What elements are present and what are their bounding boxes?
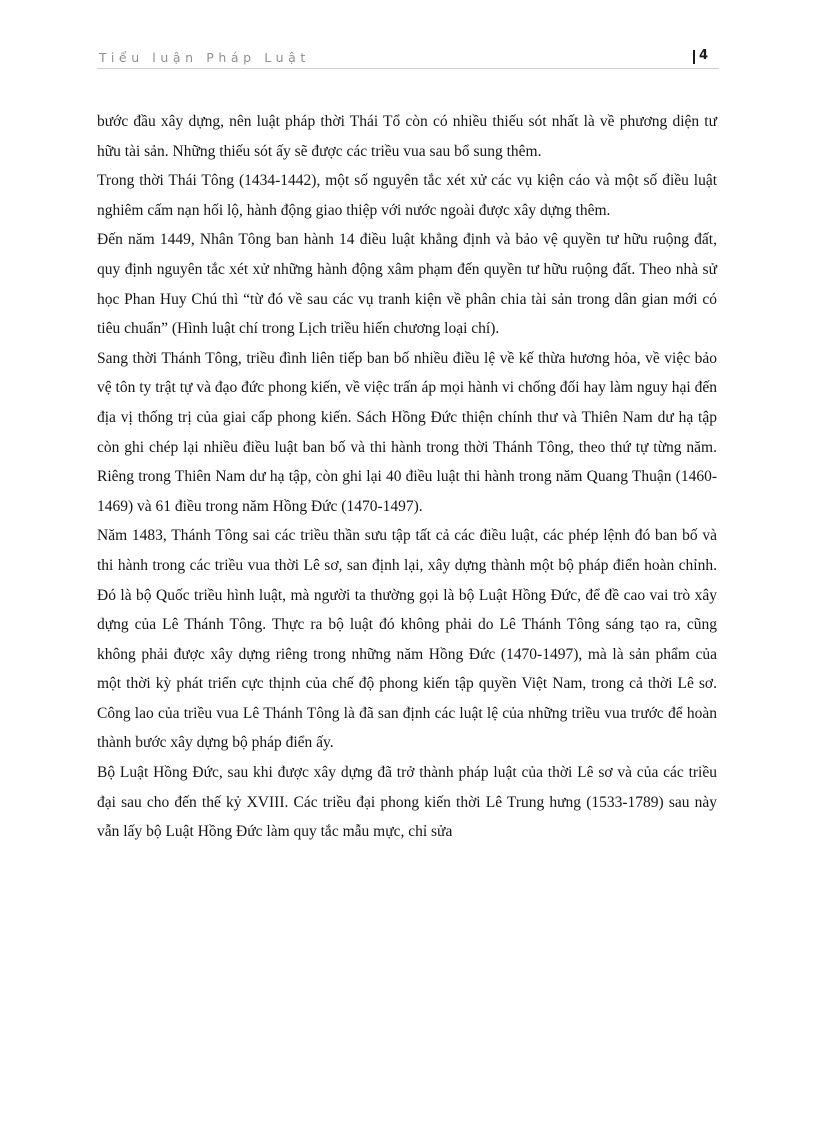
body-text: [97, 107, 717, 847]
paragraph-3: Đến năm 1449, Nhân Tông ban hành 14 điều luật khẳng định và bảo vệ quyền tư hữu ruộng đất, quy định nguyên tắc xét xử những hành động xâm phạm đến quyền tư hữu ruộng đất. Theo nhà sử học Phan Huy Chú thì “từ đó về sau các vụ tranh kiện về phân chia tài sản trong dân gian mới có tiêu chuẩn” (Hình luật chí trong Lịch triều hiến chương loại chí).: [97, 231, 717, 338]
paragraph-4: Sang thời Thánh Tông, triều đình liên tiếp ban bố nhiều điều lệ về kế thừa hương hỏa, về việc bảo vệ tôn ty trật tự và đạo đức phong kiến, về việc trấn áp mọi hành vi chống đối hay làm nguy hại đến địa vị thống trị của giai cấp phong kiến. Sách Hồng Đức thiện chính thư và Thiên Nam dư hạ tập còn ghi chép lại nhiều điều luật ban bố và thi hành trong thời Thánh Tông, theo thứ tự từng năm. Riêng trong Thiên Nam dư hạ tập, còn ghi lại 40 điều luật thi hành trong năm Quang Thuận (1460-1469) và 61 điều trong năm Hồng Đức (1470-1497).: [97, 349, 717, 515]
paragraph-5: Năm 1483, Thánh Tông sai các triều thần sưu tập tất cả các điều luật, các phép lệnh đó ban bố và thi hành trong các triều vua thời Lê sơ, san định lại, xây dựng thành một bộ pháp điển hoàn chỉnh. Đó là bộ Quốc triều hình luật, mà người ta thường gọi là bộ Luật Hồng Đức, để đề cao vai trò xây dựng của Lê Thánh Tông. Thực ra bộ luật đó không phải do Lê Thánh Tông sáng tạo ra, cũng không phải được xây dựng riêng trong những năm Hồng Đức (1470-1497), mà là sản phẩm của một thời kỳ phát triển cực thịnh của chế độ phong kiến tập quyền Việt Nam, trong cả thời Lê sơ. Công lao của triều vua Lê Thánh Tông là đã san định các luật lệ của những triều vua trước để hoàn thành bước xây dựng bộ pháp điển ấy.: [97, 527, 717, 752]
paragraph-2: Trong thời Thái Tông (1434-1442), một số nguyên tắc xét xử các vụ kiện cáo và một số điều luật nghiêm cấm nạn hối lộ, hành động giao thiệp với nước ngoài được xây dựng thêm.: [97, 172, 717, 219]
header-rule: [97, 68, 719, 69]
paragraph-1: bước đầu xây dựng, nên luật pháp thời Thái Tổ còn có nhiều thiếu sót nhất là về phương diện tư hữu tài sản. Những thiếu sót ấy sẽ được các triều vua sau bổ sung thêm.: [97, 113, 717, 160]
paragraph-6: Bộ Luật Hồng Đức, sau khi được xây dựng đã trở thành pháp luật của thời Lê sơ và của các triều đại sau cho đến thế kỷ XVIII. Các triều đại phong kiến thời Lê Trung hưng (1533-1789) sau này vẫn lấy bộ Luật Hồng Đức làm quy tắc mẫu mực, chỉ sửa: [97, 764, 717, 841]
header-separator: [693, 50, 695, 64]
page-header: [97, 46, 719, 70]
header-title: Tiểu luận Pháp Luật: [99, 50, 310, 65]
page-number: 4: [699, 48, 709, 63]
